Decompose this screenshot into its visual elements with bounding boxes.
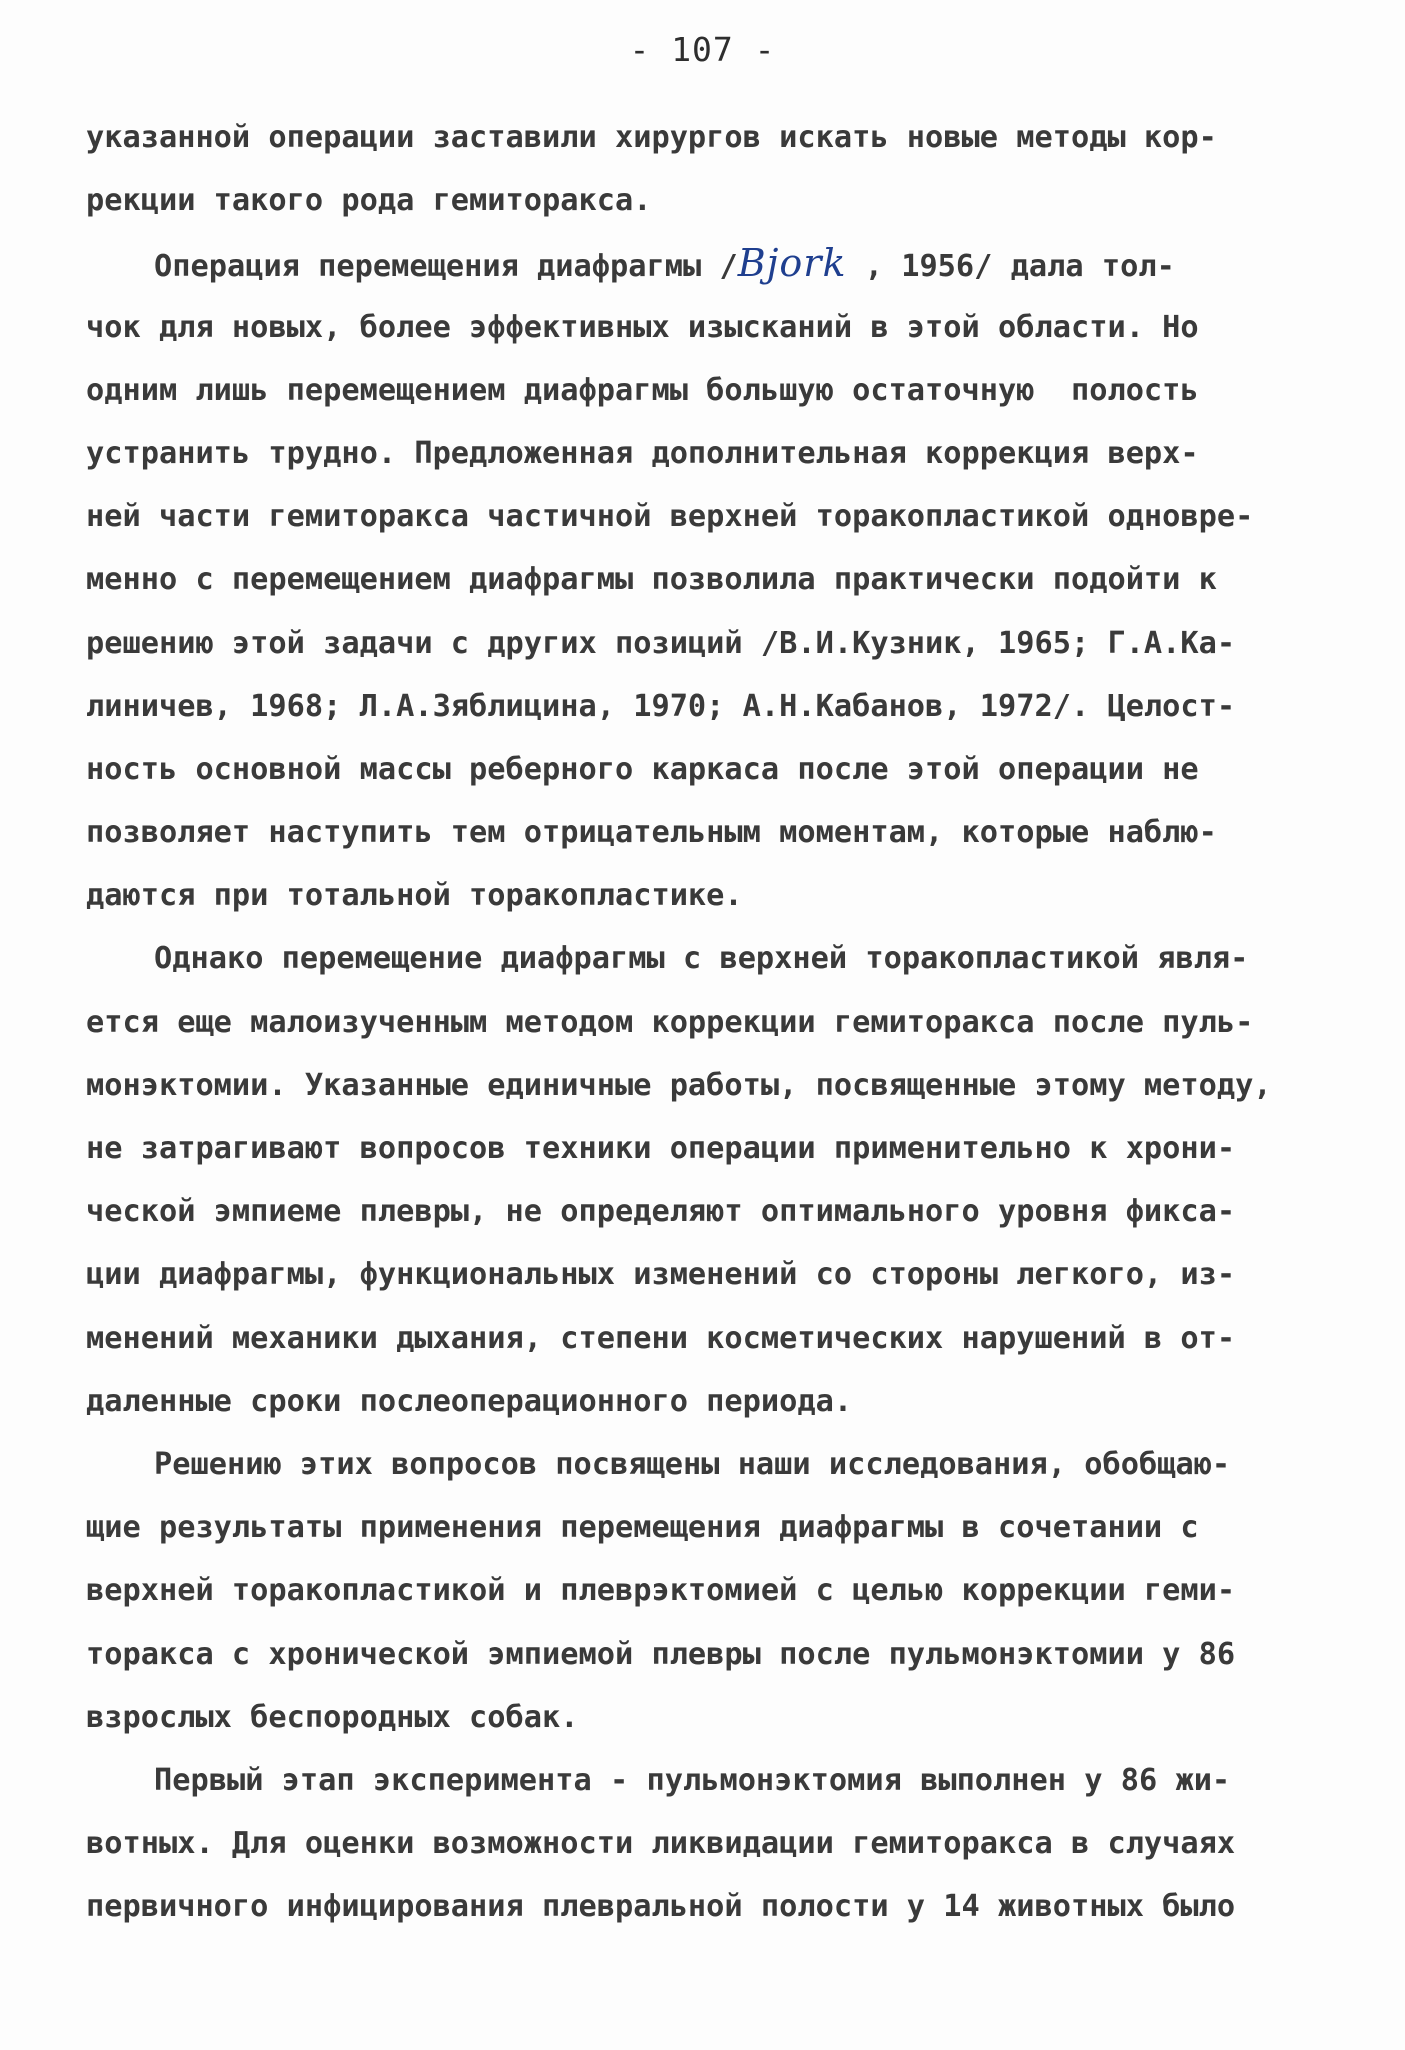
body-text — [86, 106, 1321, 1938]
text-line: линичев, 1968; Л.А.Зяблицина, 1970; А.Н.Кабанов, 1972/. Целост- — [86, 688, 1236, 724]
text-line: рекции такого рода гемиторакса. — [86, 183, 652, 219]
text-line — [86, 232, 1321, 295]
text-line: Решению этих вопросов посвящены наши исследования, обобщаю- — [154, 1446, 1231, 1482]
text-line: менений механики дыхания, степени косметических нарушений в от- — [86, 1320, 1236, 1356]
text-line: даются при тотальной торакопластике. — [86, 878, 743, 914]
text-line: указанной операции заставили хирургов искать новые методы кор- — [86, 120, 1217, 155]
line-text-end: , 1956/ дала тол- — [846, 249, 1175, 285]
text-line: устранить трудно. Предложенная дополнительная коррекция верх- — [86, 435, 1199, 471]
text-line: ность основной массы реберного каркаса после этой операции не — [86, 751, 1199, 787]
text-line: менно с перемещением диафрагмы позволила практически подойти к — [86, 562, 1217, 598]
text-line: ческой эмпиеме плевры, не определяют оптимального уровня фикса- — [86, 1194, 1236, 1230]
text-line: щие результаты применения перемещения диафрагмы в сочетании с — [86, 1510, 1199, 1546]
text-line: Однако перемещение диафрагмы с верхней торакопластикой явля- — [154, 941, 1249, 977]
handwritten-author-name: Bjork — [737, 241, 847, 286]
text-line: ется еще малоизученным методом коррекции гемиторакса после пуль- — [86, 1004, 1254, 1040]
text-line: чок для новых, более эффективных изысканий в этой области. Но — [86, 309, 1199, 345]
text-line: одним лишь перемещением диафрагмы большую остаточную полость — [86, 372, 1199, 408]
text-line: монэктомии. Указанные единичные работы, посвященные этому методу, — [86, 1067, 1272, 1103]
text-line: первичного инфицирования плевральной полости у 14 животных было — [86, 1889, 1236, 1925]
text-line: позволяет наступить тем отрицательным моментам, которые наблю- — [86, 815, 1217, 851]
text-line: Первый этап эксперимента - пульмонэктомия выполнен у 86 жи- — [154, 1762, 1231, 1798]
line-text-start: Операция перемещения диафрагмы / — [154, 249, 738, 285]
text-line: ции диафрагмы, функциональных изменений со стороны легкого, из- — [86, 1257, 1236, 1293]
text-line: верхней торакопластикой и плеврэктомией с целью коррекции геми- — [86, 1573, 1236, 1609]
text-line: взрослых беспородных собак. — [86, 1699, 579, 1735]
text-line: не затрагивают вопросов техники операции применительно к хрони- — [86, 1131, 1236, 1166]
text-line: вотных. Для оценки возможности ликвидации гемиторакса в случаях — [86, 1826, 1236, 1862]
text-line: ней части гемиторакса частичной верхней торакопластикой одновре- — [86, 499, 1254, 535]
text-line: решению этой задачи с других позиций /В.И.Кузник, 1965; Г.А.Ка- — [86, 625, 1236, 661]
text-line: торакса с хронической эмпиемой плевры после пульмонэктомии у 86 — [86, 1636, 1236, 1672]
text-line: даленные сроки послеоперационного периода. — [86, 1383, 853, 1419]
page-number: - 107 - — [629, 30, 776, 69]
